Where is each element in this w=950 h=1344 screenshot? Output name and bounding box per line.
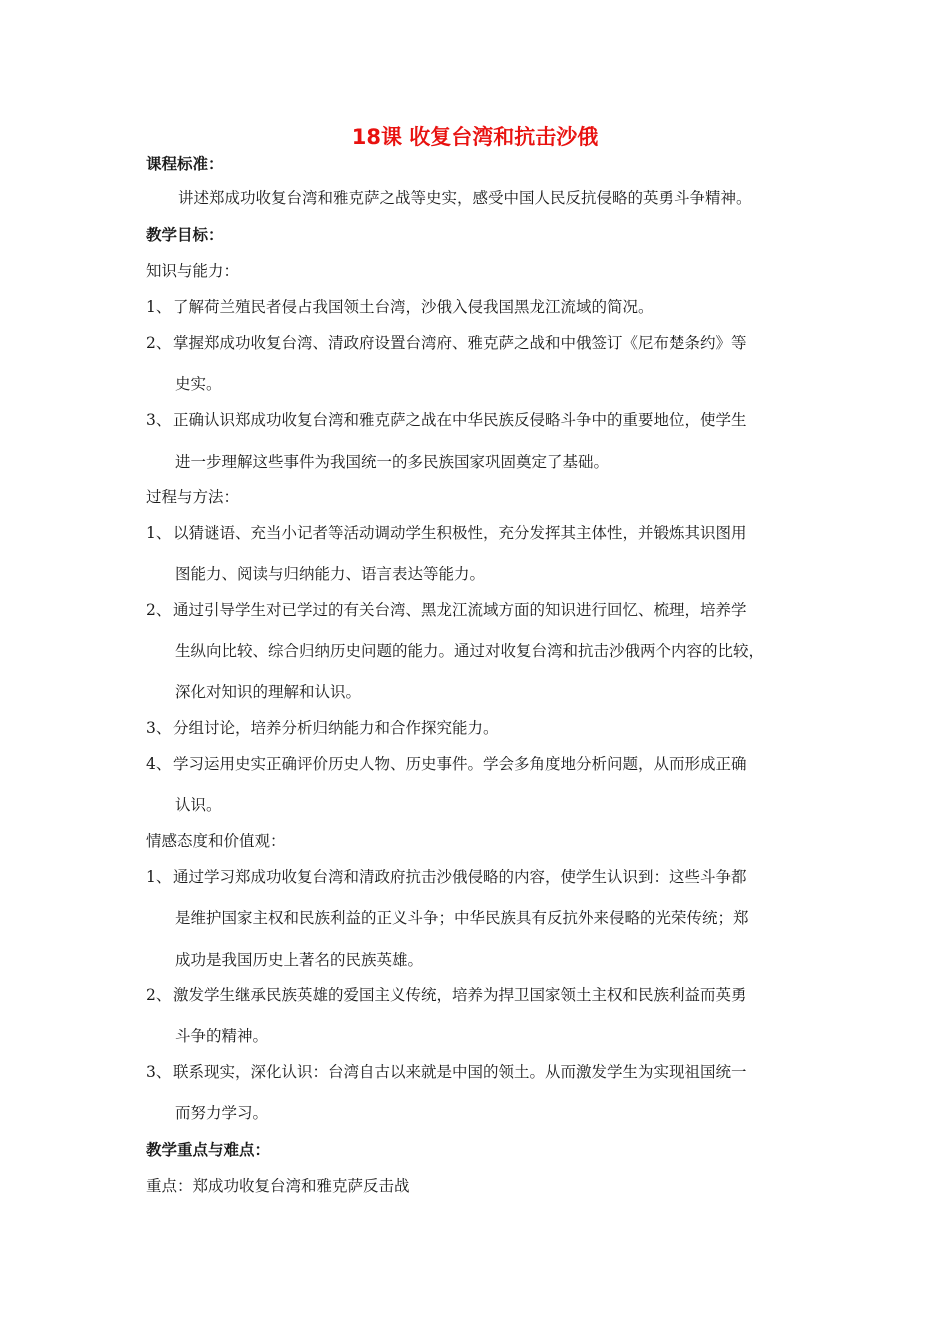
process-item-1-num: 1、 (146, 524, 172, 542)
knowledge-item-2-line-2: 史实。 (175, 375, 222, 393)
emotion-item-2-line-2: 斗争的精神。 (175, 1027, 269, 1045)
process-item-4-num: 4、 (146, 755, 172, 773)
emotion-item-2-line-1: 激发学生继承民族英雄的爱国主义传统，培养为捍卫国家领土主权和民族利益而英勇 (173, 986, 747, 1004)
process-item-2-line-3: 深化对知识的理解和认识。 (175, 683, 362, 701)
knowledge-item-2-line-1: 掌握郑成功收复台湾、清政府设置台湾府、雅克萨之战和中俄签订《尼布楚条约》等 (173, 334, 747, 352)
knowledge-item-2-num: 2、 (146, 334, 172, 352)
keypoints-heading: 教学重点与难点： (146, 1141, 271, 1159)
knowledge-item-3-num: 3、 (146, 411, 172, 429)
knowledge-item-1-line-1: 了解荷兰殖民者侵占我国领土台湾，沙俄入侵我国黑龙江流域的简况。 (173, 298, 654, 316)
emotion-heading: 情感态度和价值观： (146, 832, 286, 850)
process-heading: 过程与方法： (146, 488, 240, 506)
keypoints-text: 重点：郑成功收复台湾和雅克萨反击战 (146, 1177, 410, 1195)
goals-heading: 教学目标： (146, 226, 224, 244)
lesson-title: 18课 收复台湾和抗击沙俄 (351, 125, 599, 149)
knowledge-heading: 知识与能力： (146, 262, 240, 280)
process-item-1-line-1: 以猜谜语、充当小记者等活动调动学生积极性，充分发挥其主体性，并锻炼其识图用 (173, 524, 747, 542)
emotion-item-3-line-2: 而努力学习。 (175, 1104, 269, 1122)
emotion-item-1-line-1: 通过学习郑成功收复台湾和清政府抗击沙俄侵略的内容，使学生认识到：这些斗争都 (173, 868, 747, 886)
emotion-item-3-num: 3、 (146, 1063, 172, 1081)
process-item-4-line-2: 认识。 (175, 796, 222, 814)
process-item-2-num: 2、 (146, 601, 172, 619)
emotion-item-1-line-2: 是维护国家主权和民族利益的正义斗争；中华民族具有反抗外来侵略的光荣传统；郑 (175, 909, 749, 927)
emotion-item-3-line-1: 联系现实，深化认识：台湾自古以来就是中国的领土。从而激发学生为实现祖国统一 (173, 1063, 747, 1081)
curriculum-text: 讲述郑成功收复台湾和雅克萨之战等史实，感受中国人民反抗侵略的英勇斗争精神。 (178, 189, 752, 207)
curriculum-heading: 课程标准： (146, 155, 224, 173)
emotion-item-2-num: 2、 (146, 986, 172, 1004)
process-item-3-line-1: 分组讨论，培养分析归纳能力和合作探究能力。 (173, 719, 499, 737)
process-item-4-line-1: 学习运用史实正确评价历史人物、历史事件。学会多角度地分析问题，从而形成正确 (173, 755, 747, 773)
process-item-3-num: 3、 (146, 719, 172, 737)
emotion-item-1-line-3: 成功是我国历史上著名的民族英雄。 (175, 951, 424, 969)
process-item-2-line-1: 通过引导学生对已学过的有关台湾、黑龙江流域方面的知识进行回忆、梳理，培养学 (173, 601, 747, 619)
knowledge-item-1-num: 1、 (146, 298, 172, 316)
process-item-2-line-2: 生纵向比较、综合归纳历史问题的能力。通过对收复台湾和抗击沙俄两个内容的比较， (175, 642, 765, 660)
emotion-item-1-num: 1、 (146, 868, 172, 886)
knowledge-item-3-line-1: 正确认识郑成功收复台湾和雅克萨之战在中华民族反侵略斗争中的重要地位，使学生 (173, 411, 747, 429)
process-item-1-line-2: 图能力、阅读与归纳能力、语言表达等能力。 (175, 565, 486, 583)
knowledge-item-3-line-2: 进一步理解这些事件为我国统一的多民族国家巩固奠定了基础。 (175, 453, 610, 471)
